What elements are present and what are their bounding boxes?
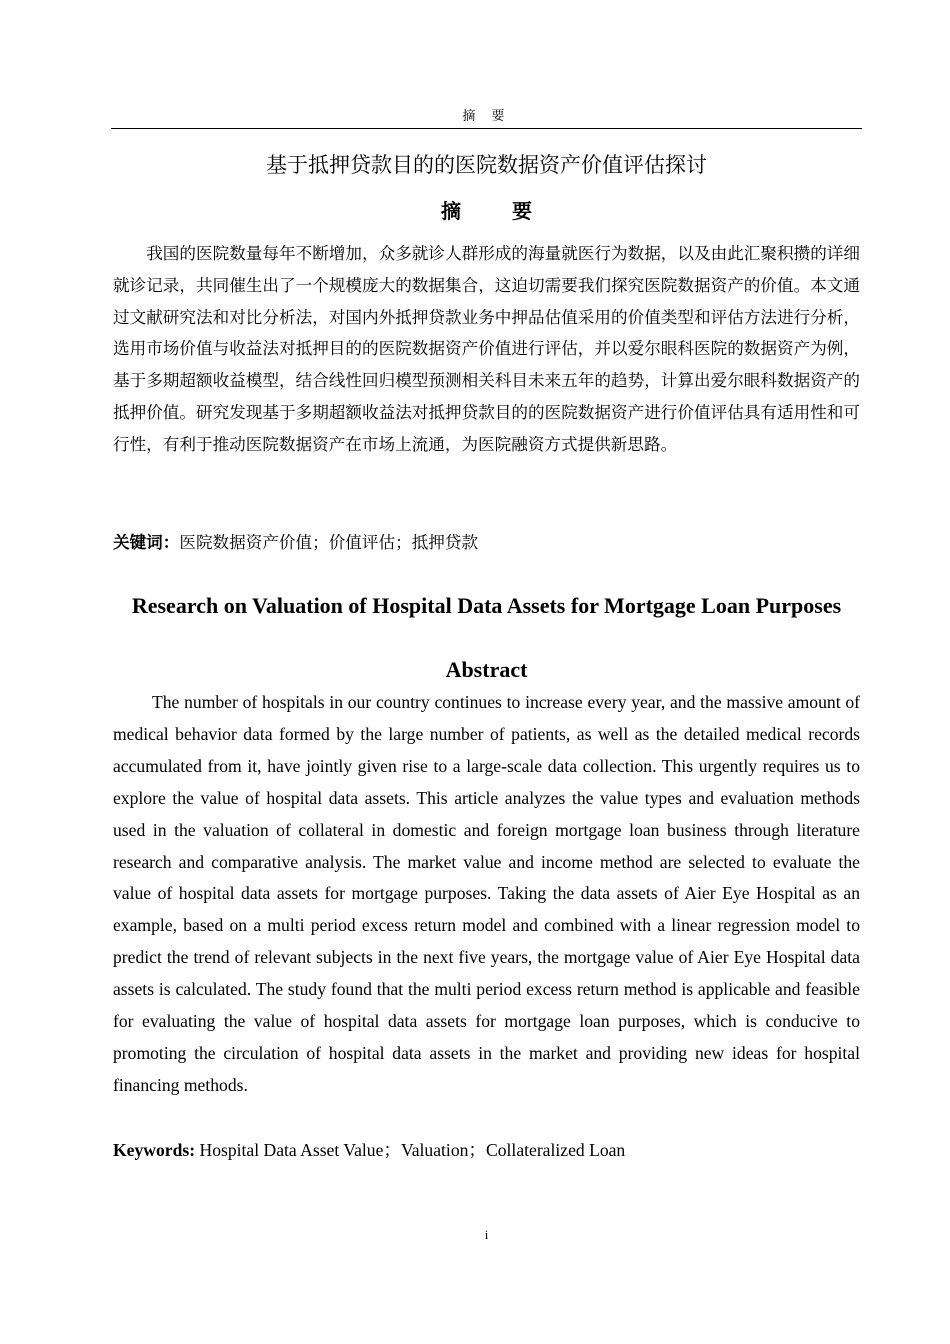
running-header: 摘 要 (462, 109, 511, 124)
english-keywords-text: Hospital Data Asset Value；Valuation；Collateralized Loan (199, 1140, 626, 1160)
english-abstract-heading: Abstract (445, 657, 528, 682)
chinese-keywords-label: 关键词： (113, 533, 180, 552)
chinese-keywords-text: 医院数据资产价值；价值评估；抵押贷款 (179, 533, 479, 552)
header-rule (111, 128, 862, 129)
chinese-abstract-body: 我国的医院数量每年不断增加，众多就诊人群形成的海量就医行为数据，以及由此汇聚积攒的详细就诊记录，共同催生出了一个规模庞大的数据集合，这迫切需要我们探究医院数据资产的价值。本文通过文献研究法和对比分析法，对国内外抵押贷款业务中押品估值采用的价值类型和评估方法进行分析，选用市场价值与收益法对抵押目的的医院数据资产价值进行评估，并以爱尔眼科医院的数据资产为例，基于多期超额收益模型，结合线性回归模型预测相关科目未来五年的趋势，计算出爱尔眼科数据资产的抵押价值。研究发现基于多期超额收益法对抵押贷款目的的医院数据资产进行价值评估具有适用性和可行性，有利于推动医院数据资产在市场上流通，为医院融资方式提供新思路。 (113, 244, 860, 454)
english-keywords (113, 1134, 860, 1166)
english-abstract-body: The number of hospitals in our country continues to increase every year, and the massive amount of medical behavior data formed by the large number of patients, as well as the detailed medical records accumulated from it, have jointly given rise to a large-scale data collection. This urgently requires us to explore the value of hospital data assets. This article analyzes the value types and evaluation methods used in the valuation of collateral in domestic and foreign mortgage loan business through literature research and comparative analysis. The market value and income method are selected to evaluate the value of hospital data assets for mortgage purposes. Taking the data assets of Aier Eye Hospital as an example, based on a multi period excess return model and combined with a linear regression model to predict the trend of relevant subjects in the next five years, the mortgage value of Aier Eye Hospital data assets is calculated. The study found that the multi period excess return method is applicable and feasible for evaluating the value of hospital data assets for mortgage loan purposes, which is conducive to promoting the circulation of hospital data assets in the market and providing new ideas for hospital financing methods. (113, 692, 860, 1095)
chinese-abstract-heading: 摘 要 (441, 199, 554, 223)
page-number: i (484, 1227, 489, 1242)
english-keywords-label: Keywords: (113, 1140, 196, 1160)
chinese-keywords (113, 527, 860, 559)
chinese-title: 基于抵押贷款目的的医院数据资产价值评估探讨 (266, 153, 707, 177)
english-title: Research on Valuation of Hospital Data Assets for Mortgage Loan Purposes (131, 593, 842, 618)
